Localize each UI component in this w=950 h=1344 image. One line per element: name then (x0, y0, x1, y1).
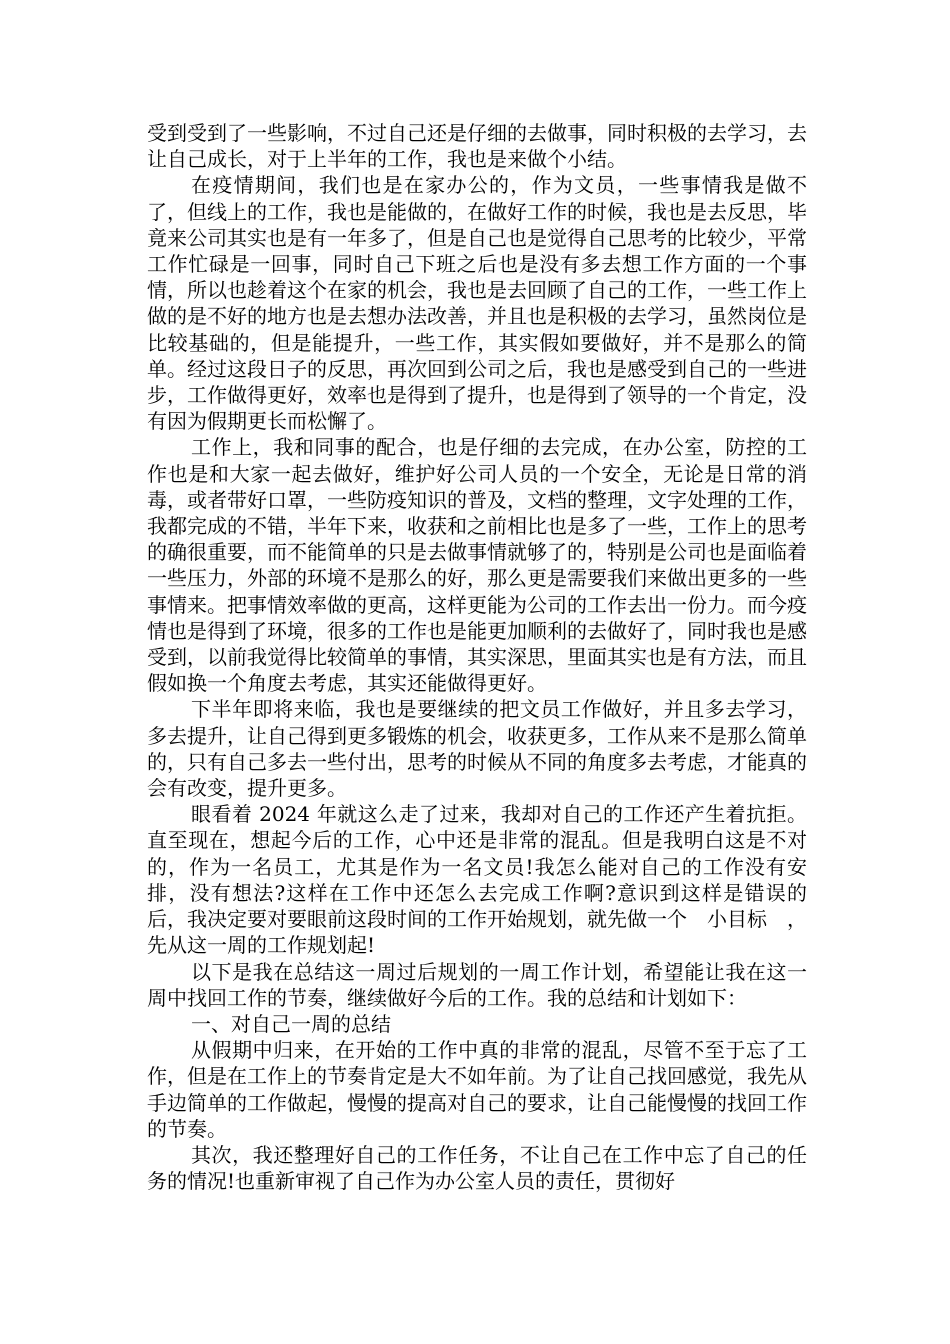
paragraph-8: 其次，我还整理好自己的工作任务，不让自己在工作中忘了自己的任务的情况!也重新审视了自己作为办公室人员的责任，贯彻好 (147, 1142, 807, 1194)
paragraph-5: 眼看着 2024 年就这么走了过来，我却对自己的工作还产生着抗拒。直至现在，想起今后的工作，心中还是非常的混乱。但是我明白这是不对的，作为一名员工，尤其是作为一名文员!我怎么能对自己的工作没有安排，没有想法?这样在工作中还怎么去完成工作啊?意识到这样是错误的后，我决定要对要眼前这段时间的工作开始规划，就先做一个 小目标 ，先从这一周的工作规划起! (147, 802, 807, 958)
paragraph-6: 以下是我在总结这一周过后规划的一周工作计划，希望能让我在这一周中找回工作的节奏，继续做好今后的工作。我的总结和计划如下： (147, 959, 807, 1010)
paragraph-4: 下半年即将来临，我也是要继续的把文员工作做好，并且多去学习，多去提升，让自己得到更多锻炼的机会，收获更多，工作从来不是那么简单的，只有自己多去一些付出，思考的时候从不同的角度多去考虑，才能真的会有改变，提升更多。 (147, 697, 807, 801)
paragraph-1: 受到受到了一些影响，不过自己还是仔细的去做事，同时积极的去学习，去让自己成长，对于上半年的工作，我也是来做个小结。 (147, 121, 807, 172)
section-heading: 一、对自己一周的总结 (191, 1011, 391, 1036)
paragraph-3: 工作上，我和同事的配合，也是仔细的去完成，在办公室，防控的工作也是和大家一起去做好，维护好公司人员的一个安全，无论是日常的消毒，或者带好口罩，一些防疫知识的普及，文档的整理，文字处理的工作，我都完成的不错，半年下来，收获和之前相比也是多了一些，工作上的思考的确很重要，而不能简单的只是去做事情就够了的，特别是公司也是面临着一些压力，外部的环境不是那么的好，那么更是需要我们来做出更多的一些事情来。把事情效率做的更高，这样更能为公司的工作去出一份力。而今疫情也是得到了环境，很多的工作也是能更加顺利的去做好了，同时我也是感受到，以前我觉得比较简单的事情，其实深思，里面其实也是有方法，而且假如换一个角度去考虑，其实还能做得更好。 (147, 435, 807, 696)
paragraph-2: 在疫情期间，我们也是在家办公的，作为文员，一些事情我是做不了，但线上的工作，我也是能做的，在做好工作的时候，我也是去反思，毕竟来公司其实也是有一年多了，但是自己也是觉得自己思考的比较少，平常工作忙碌是一回事，同时自己下班之后也是没有多去想工作方面的一个事情，所以也趁着这个在家的机会，我也是去回顾了自己的工作，一些工作上做的是不好的地方也是去想办法改善，并且也是积极的去学习，虽然岗位是比较基础的，但是能提升，一些工作，其实假如要做好，并不是那么的简单。经过这段日子的反思，再次回到公司之后，我也是感受到自己的一些进步，工作做得更好，效率也是得到了提升，也是得到了领导的一个肯定，没有因为假期更长而松懈了。 (147, 173, 807, 434)
document-body (147, 120, 807, 1194)
paragraph-7: 从假期中归来，在开始的工作中真的非常的混乱，尽管不至于忘了工作，但是在工作上的节奏肯定是大不如年前。为了让自己找回感觉，我先从手边简单的工作做起，慢慢的提高对自己的要求，让自己能慢慢的找回工作的节奏。 (147, 1038, 807, 1141)
